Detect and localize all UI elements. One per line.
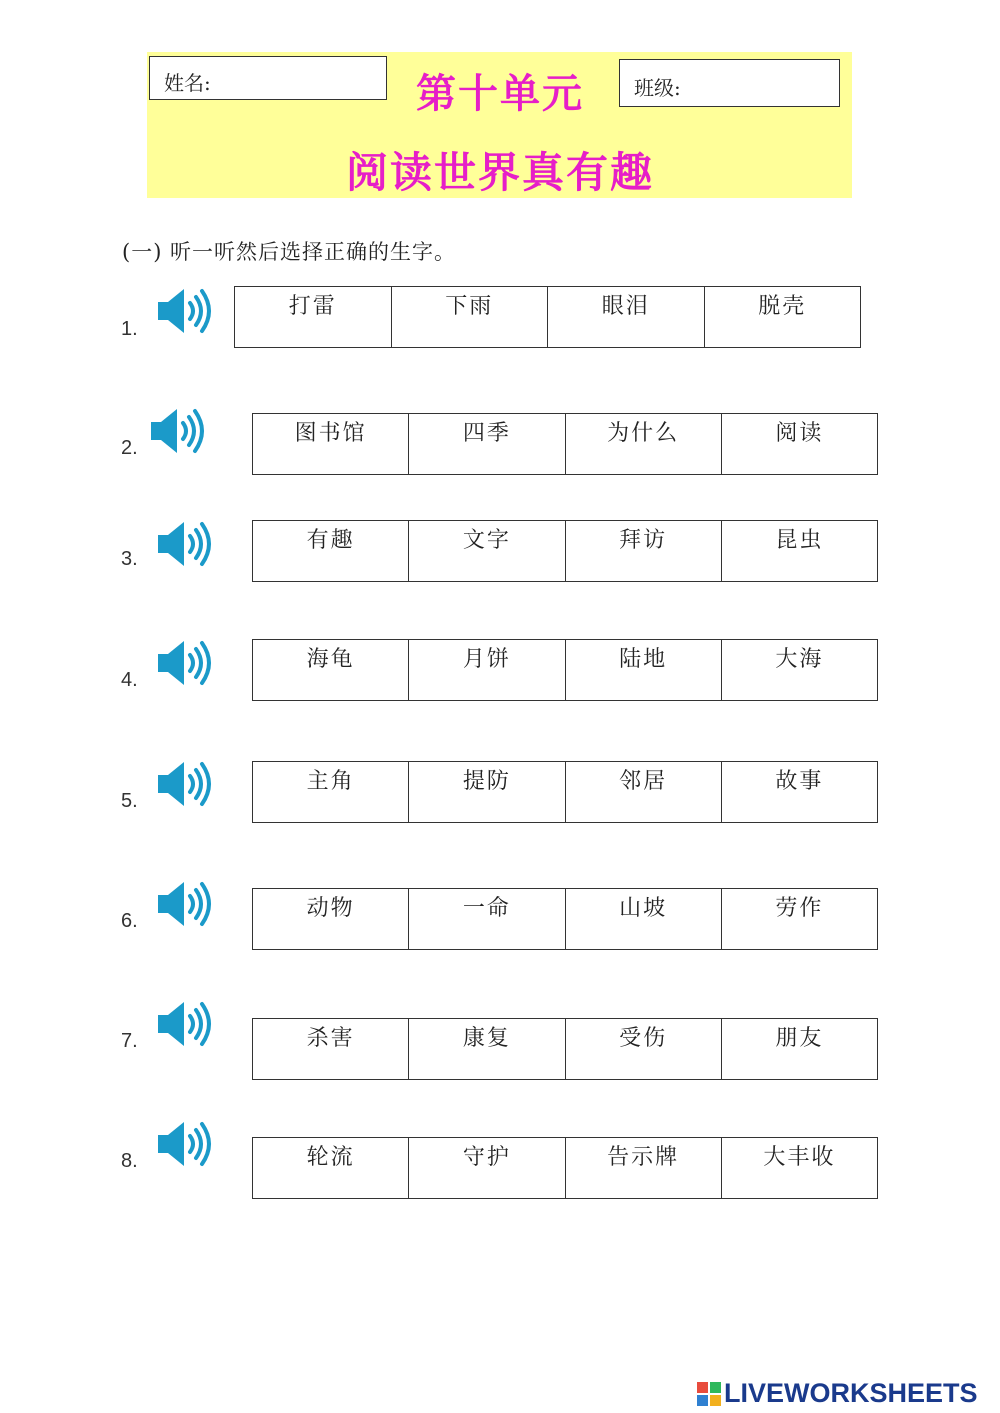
play-audio-button[interactable]	[156, 878, 216, 930]
answer-option[interactable]: 有趣	[306, 528, 355, 553]
answer-option[interactable]: 四季	[408, 414, 564, 474]
answer-option[interactable]: 文字	[408, 521, 564, 581]
question-number: 5.	[121, 790, 138, 812]
answer-option[interactable]: 为什么	[565, 414, 721, 474]
answer-option[interactable]: 陆地	[565, 640, 721, 700]
speaker-icon	[156, 518, 216, 570]
answer-option[interactable]: 邻居	[565, 762, 721, 822]
answer-option[interactable]: 海龟	[306, 647, 355, 672]
name-field[interactable]	[149, 56, 387, 100]
answer-option[interactable]: 打雷	[288, 294, 337, 319]
speaker-icon	[156, 758, 216, 810]
question-number: 4.	[121, 669, 138, 691]
play-audio-button[interactable]	[156, 998, 216, 1050]
answer-option[interactable]: 杀害	[306, 1026, 355, 1051]
question-number: 3.	[121, 548, 138, 570]
answer-option[interactable]: 昆虫	[721, 521, 877, 581]
play-audio-button[interactable]	[156, 285, 216, 337]
answer-option[interactable]: 脱壳	[704, 287, 861, 347]
answer-option[interactable]: 提防	[408, 762, 564, 822]
page-title: 阅读世界真有趣	[345, 148, 654, 197]
class-field[interactable]	[619, 59, 840, 107]
answer-options	[252, 639, 878, 701]
unit-title: 第十单元	[416, 70, 584, 117]
answer-options	[252, 520, 878, 582]
instruction-text: (一) 听一听然后选择正确的生字。	[122, 240, 457, 264]
answer-options	[252, 1018, 878, 1080]
answer-option[interactable]: 大海	[721, 640, 877, 700]
answer-option[interactable]: 劳作	[721, 889, 877, 949]
answer-option[interactable]: 阅读	[721, 414, 877, 474]
answer-option[interactable]: 大丰收	[721, 1138, 877, 1198]
answer-options	[252, 413, 878, 475]
speaker-icon	[156, 637, 216, 689]
answer-option[interactable]: 轮流	[306, 1145, 355, 1170]
answer-option[interactable]: 主角	[306, 769, 355, 794]
liveworksheets-logo-icon	[697, 1382, 721, 1406]
footer-brand: LIVEWORKSHEETS	[724, 1378, 978, 1408]
name-label: 姓名:	[164, 71, 211, 95]
answer-option[interactable]: 山坡	[565, 889, 721, 949]
answer-option[interactable]: 拜访	[565, 521, 721, 581]
answer-option[interactable]: 康复	[408, 1019, 564, 1079]
answer-option[interactable]: 下雨	[391, 287, 548, 347]
answer-options	[252, 761, 878, 823]
footer-logo	[697, 1378, 978, 1409]
answer-option[interactable]: 动物	[306, 896, 355, 921]
speaker-icon	[149, 405, 209, 457]
question-number: 7.	[121, 1030, 138, 1052]
answer-option[interactable]: 故事	[721, 762, 877, 822]
class-label: 班级:	[634, 76, 681, 100]
answer-options	[252, 1137, 878, 1199]
answer-option[interactable]: 眼泪	[547, 287, 704, 347]
play-audio-button[interactable]	[156, 758, 216, 810]
answer-option[interactable]: 受伤	[565, 1019, 721, 1079]
question-number: 2.	[121, 437, 138, 459]
answer-option[interactable]: 告示牌	[565, 1138, 721, 1198]
speaker-icon	[156, 1118, 216, 1170]
play-audio-button[interactable]	[149, 405, 209, 457]
answer-option[interactable]: 守护	[408, 1138, 564, 1198]
play-audio-button[interactable]	[156, 1118, 216, 1170]
answer-options	[252, 888, 878, 950]
play-audio-button[interactable]	[156, 637, 216, 689]
question-number: 6.	[121, 910, 138, 932]
question-number: 1.	[121, 318, 138, 340]
answer-option[interactable]: 月饼	[408, 640, 564, 700]
speaker-icon	[156, 998, 216, 1050]
answer-options	[234, 286, 861, 348]
answer-option[interactable]: 一命	[408, 889, 564, 949]
question-number: 8.	[121, 1150, 138, 1172]
play-audio-button[interactable]	[156, 518, 216, 570]
speaker-icon	[156, 878, 216, 930]
answer-option[interactable]: 图书馆	[294, 421, 367, 446]
answer-option[interactable]: 朋友	[721, 1019, 877, 1079]
speaker-icon	[156, 285, 216, 337]
